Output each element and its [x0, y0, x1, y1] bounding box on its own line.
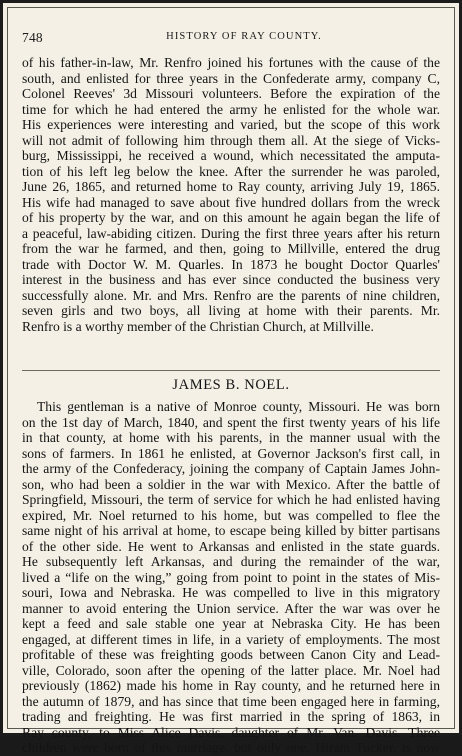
page-number: 748: [22, 30, 43, 45]
text-line: from the war he farmed, and then, going to Millville, entered the drug: [22, 241, 440, 256]
text-line: son, who had been a soldier in the war with Mexico. After the battle of: [22, 476, 440, 492]
text-line: His experiences were interesting and varied, but the scope of this work: [22, 117, 440, 132]
running-head: HISTORY OF RAY COUNTY.: [166, 31, 322, 42]
text-line: time for which he had entered the army he enlisted for the whole war.: [22, 101, 440, 117]
text-line: souri, Iowa and Nebraska. He was compelled to live in this migratory: [22, 585, 440, 600]
text-line: Colonel Reeves' 3d Missouri volunteers. Before the expiration of the: [22, 86, 440, 101]
text-line: tion of his left leg below the knee. After the surrender he was paroled,: [22, 163, 440, 179]
text-line: of the other side. He went to Arkansas and enlisted in the state guards.: [22, 538, 440, 554]
text-line: same night of his arrival at home, to escape being killed by bitter partisans: [22, 523, 440, 538]
text-line: profitable of these was freighting goods between Canon City and Lead-: [22, 647, 440, 662]
text-line: engaged, at different times in life, in a variety of employments. The most: [22, 631, 440, 647]
text-line: ville, Colorado, soon after the opening of the latter place. Mr. Noel had: [22, 662, 440, 678]
text-line: in that county, at home with his parents, in the manner usual with the: [22, 430, 440, 445]
text-line: This gentleman is a native of Monroe county, Missouri. He was born: [37, 399, 440, 414]
text-line: June 26, 1865, and returned home to Ray county, arriving July 19, 1865.: [22, 179, 440, 194]
text-line: of his father-in-law, Mr. Renfro joined his fortunes with the cause of the: [22, 55, 440, 70]
text-line: a peaceful, law-abiding citizen. During the first three years after his return: [22, 225, 440, 241]
text-line: on the 1st day of March, 1840, and spent the first twenty years of his life: [22, 414, 440, 430]
text-line: lived a “life on the wing,” going from point to point in the states of Mis-: [22, 569, 440, 585]
text-line: trade with Doctor W. M. Quarles. In 1873 he bought Doctor Quarles': [22, 256, 440, 272]
text-line: trading and freighting. He was first married in the spring of 1863, in: [22, 709, 440, 724]
text-line: kept a feed and sale stable one year at Nebraska City. He has been: [22, 616, 440, 631]
text-line: south, and enlisted for three years in the Confederate army, company C,: [22, 70, 440, 86]
paragraph-renfro: [22, 55, 440, 334]
page-header: [22, 30, 440, 46]
text-line: burg, Mississippi, he received a wound, which necessitated the amputa-: [22, 148, 440, 163]
text-line: sons of farmers. In 1861 he enlisted, at Governor Jackson's first call, in: [22, 445, 440, 461]
text-line: Renfro is a worthy member of the Christian Church, at Millville.: [22, 318, 374, 334]
text-line: seven girls and two boys, all living at home with their parents. Mr.: [22, 303, 440, 318]
paragraph-noel: [22, 399, 440, 756]
book-page: [7, 7, 455, 755]
text-line: His wife had managed to save about five hundred dollars from the wreck: [22, 194, 440, 210]
text-line: interest in the business and has ever since conducted the business very: [22, 272, 440, 287]
text-line: Springfield, Missouri, the term of service for which he had enlisted having: [22, 492, 440, 507]
section-divider: [22, 370, 440, 371]
text-line: Ray county, to Miss Alice Davis, daughter of Mr. Van. Davis. Three: [22, 724, 440, 740]
text-line: children were born of this marriage, but only one, Hiram Tucker, is now: [22, 740, 440, 755]
text-line: previously (1862) made his home in Ray county, and he returned here in: [22, 678, 440, 693]
text-line: the army of the Confederacy, joining the company of Captain James John-: [22, 461, 440, 476]
text-line: the autumn of 1879, and has since that time been engaged here in farming,: [22, 693, 440, 709]
text-line: successfully alone. Mr. and Mrs. Renfro are the parents of nine children,: [22, 287, 440, 303]
text-line: manner to avoid entering the Union service. After the war was over he: [22, 600, 440, 616]
text-line: will not admit of following him through them all. At the siege of Vicks-: [22, 132, 440, 148]
text-line: He subsequently left Arkansas, and during the remainder of the war,: [22, 554, 440, 569]
text-line: of his property by the war, and on this amount he again began the life of: [22, 210, 440, 225]
section-heading: JAMES B. NOEL.: [172, 377, 290, 393]
text-line: expired, Mr. Noel returned to his home, but was compelled to flee the: [22, 507, 440, 523]
